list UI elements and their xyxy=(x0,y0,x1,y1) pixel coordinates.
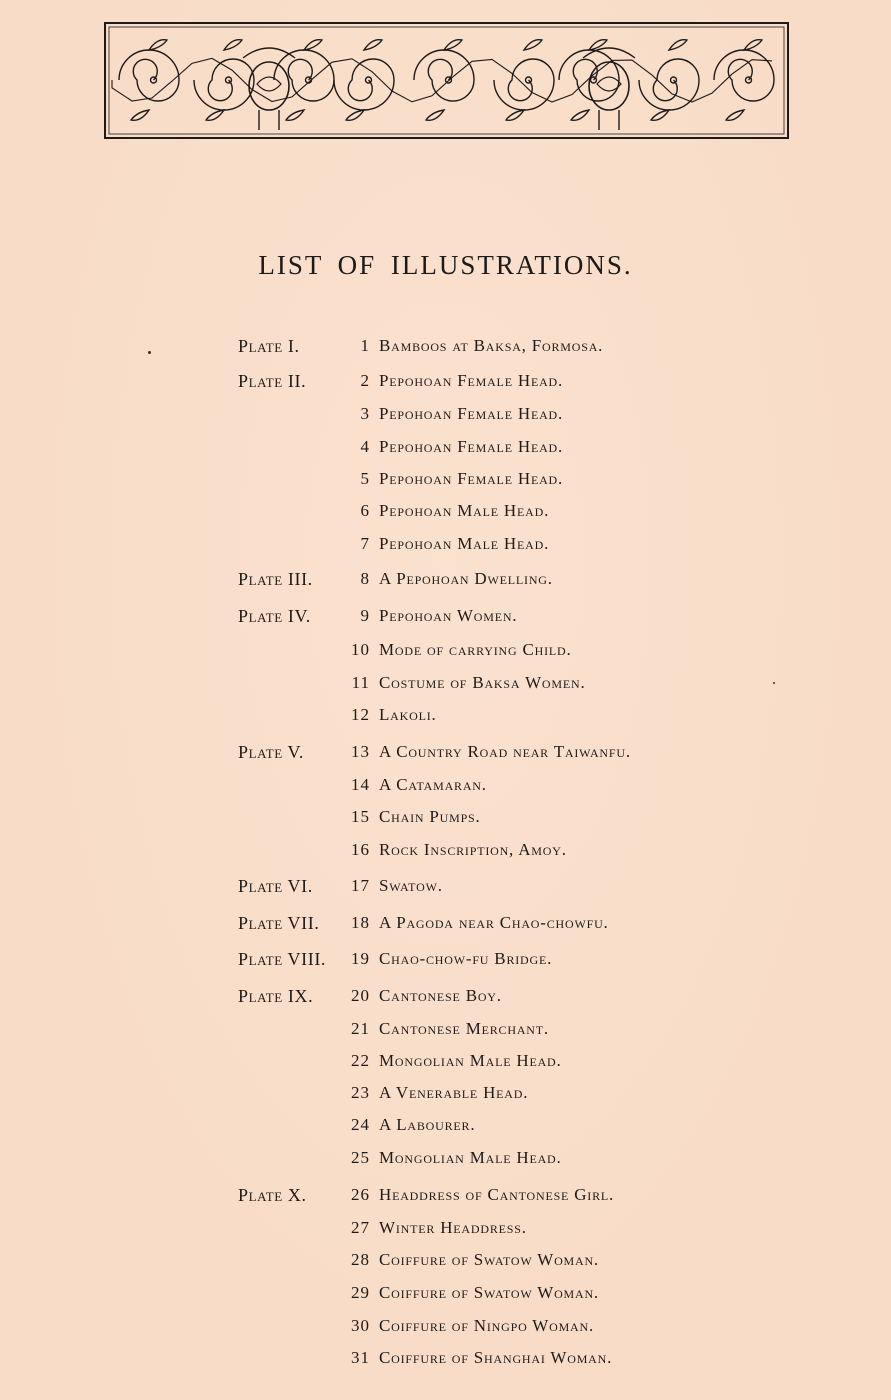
list-item xyxy=(0,1049,891,1073)
figure-caption: A Catamaran. xyxy=(379,775,487,794)
figure-caption: Mongolian Male Head. xyxy=(379,1148,562,1167)
list-item xyxy=(0,604,891,628)
plate-label: Plate X. xyxy=(238,1185,307,1205)
figure-caption: Pepohoan Female Head. xyxy=(379,437,564,456)
figure-number: 6 xyxy=(360,501,370,520)
figure-number: 12 xyxy=(351,705,370,724)
figure-caption: A Labourer. xyxy=(379,1115,476,1134)
figure-number: 4 xyxy=(360,437,370,456)
figure-caption: A Country Road near Taiwanfu. xyxy=(379,742,631,761)
list-item xyxy=(0,984,891,1008)
list-item xyxy=(0,499,891,523)
list-item xyxy=(0,402,891,426)
figure-number: 20 xyxy=(351,986,370,1005)
figure-number: 7 xyxy=(360,534,370,553)
plate-label: Plate III. xyxy=(238,569,313,589)
figure-number: 22 xyxy=(351,1051,370,1070)
figure-number: 9 xyxy=(360,606,370,625)
list-item xyxy=(0,567,891,591)
figure-caption: Pepohoan Female Head. xyxy=(379,404,564,423)
figure-number: 25 xyxy=(351,1148,370,1167)
figure-number: 29 xyxy=(351,1283,370,1302)
figure-caption: A Venerable Head. xyxy=(379,1083,529,1102)
list-item xyxy=(0,911,891,935)
figure-number: 15 xyxy=(351,807,370,826)
figure-caption: Pepohoan Female Head. xyxy=(379,469,564,488)
plate-label: Plate IV. xyxy=(238,606,311,626)
plate-label: Plate VIII. xyxy=(238,949,327,969)
figure-caption: Cantonese Merchant. xyxy=(379,1019,549,1038)
figure-number: 31 xyxy=(351,1348,370,1367)
figure-number: 16 xyxy=(351,840,370,859)
list-item xyxy=(0,703,891,727)
figure-number: 13 xyxy=(351,742,370,761)
paper-speck xyxy=(148,351,151,354)
figure-caption: Winter Headdress. xyxy=(379,1218,527,1237)
list-item xyxy=(0,1346,891,1370)
plate-label: Plate V. xyxy=(238,742,304,762)
figure-number: 23 xyxy=(351,1083,370,1102)
list-item xyxy=(0,1017,891,1041)
figure-caption: Rock Inscription, Amoy. xyxy=(379,840,567,859)
figure-caption: Coiffure of Ningpo Woman. xyxy=(379,1316,595,1335)
figure-caption: Mode of carrying Child. xyxy=(379,640,572,659)
list-item xyxy=(0,838,891,862)
list-item xyxy=(0,773,891,797)
figure-number: 30 xyxy=(351,1316,370,1335)
plate-label: Plate VII. xyxy=(238,913,320,933)
list-item xyxy=(0,1281,891,1305)
figure-caption: Mongolian Male Head. xyxy=(379,1051,562,1070)
figure-caption: Bamboos at Baksa, Formosa. xyxy=(379,336,604,355)
figure-caption: Coiffure of Shanghai Woman. xyxy=(379,1348,613,1367)
list-item xyxy=(0,1146,891,1170)
list-item xyxy=(0,1113,891,1137)
figure-number: 11 xyxy=(351,673,370,692)
figure-number: 27 xyxy=(351,1218,370,1237)
figure-caption: Chao-chow-fu Bridge. xyxy=(379,949,553,968)
plate-label: Plate IX. xyxy=(238,986,314,1006)
plate-label: Plate II. xyxy=(238,371,307,391)
list-item xyxy=(0,369,891,393)
figure-number: 5 xyxy=(360,469,370,488)
figure-caption: Pepohoan Women. xyxy=(379,606,518,625)
list-item xyxy=(0,467,891,491)
figure-caption: Swatow. xyxy=(379,876,443,895)
list-item xyxy=(0,1248,891,1272)
figure-caption: Coiffure of Swatow Woman. xyxy=(379,1283,599,1302)
list-item xyxy=(0,1081,891,1105)
list-item xyxy=(0,532,891,556)
figure-caption: Coiffure of Swatow Woman. xyxy=(379,1250,599,1269)
figure-number: 26 xyxy=(351,1185,370,1204)
figure-number: 3 xyxy=(360,404,370,423)
figure-caption: Costume of Baksa Women. xyxy=(379,673,586,692)
list-item xyxy=(0,874,891,898)
list-item xyxy=(0,740,891,764)
figure-number: 24 xyxy=(351,1115,370,1134)
figure-number: 19 xyxy=(351,949,370,968)
figure-caption: Cantonese Boy. xyxy=(379,986,502,1005)
figure-number: 8 xyxy=(360,569,370,588)
figure-number: 18 xyxy=(351,913,370,932)
figure-caption: Lakoli. xyxy=(379,705,437,724)
list-item xyxy=(0,1314,891,1338)
figure-number: 14 xyxy=(351,775,370,794)
page-title: LIST OF ILLUSTRATIONS. xyxy=(258,250,633,280)
figure-number: 21 xyxy=(351,1019,370,1038)
list-item xyxy=(0,1216,891,1240)
figure-number: 28 xyxy=(351,1250,370,1269)
list-item xyxy=(0,435,891,459)
figure-caption: A Pagoda near Chao-chowfu. xyxy=(379,913,609,932)
figure-number: 17 xyxy=(351,876,370,895)
plate-label: Plate I. xyxy=(238,336,300,356)
figure-caption: Pepohoan Male Head. xyxy=(379,534,550,553)
figure-caption: Pepohoan Female Head. xyxy=(379,371,564,390)
figure-number: 2 xyxy=(360,371,370,390)
figure-caption: Headdress of Cantonese Girl. xyxy=(379,1185,615,1204)
list-item xyxy=(0,947,891,971)
figure-caption: Pepohoan Male Head. xyxy=(379,501,550,520)
figure-number: 10 xyxy=(351,640,370,659)
figure-number: 1 xyxy=(360,336,370,355)
figure-caption: Chain Pumps. xyxy=(379,807,481,826)
list-item xyxy=(0,1183,891,1207)
figure-caption: A Pepohoan Dwelling. xyxy=(379,569,553,588)
list-item xyxy=(0,334,891,358)
paper-speck xyxy=(773,682,775,684)
list-item xyxy=(0,805,891,829)
plate-label: Plate VI. xyxy=(238,876,313,896)
list-item xyxy=(0,671,891,695)
list-item xyxy=(0,638,891,662)
